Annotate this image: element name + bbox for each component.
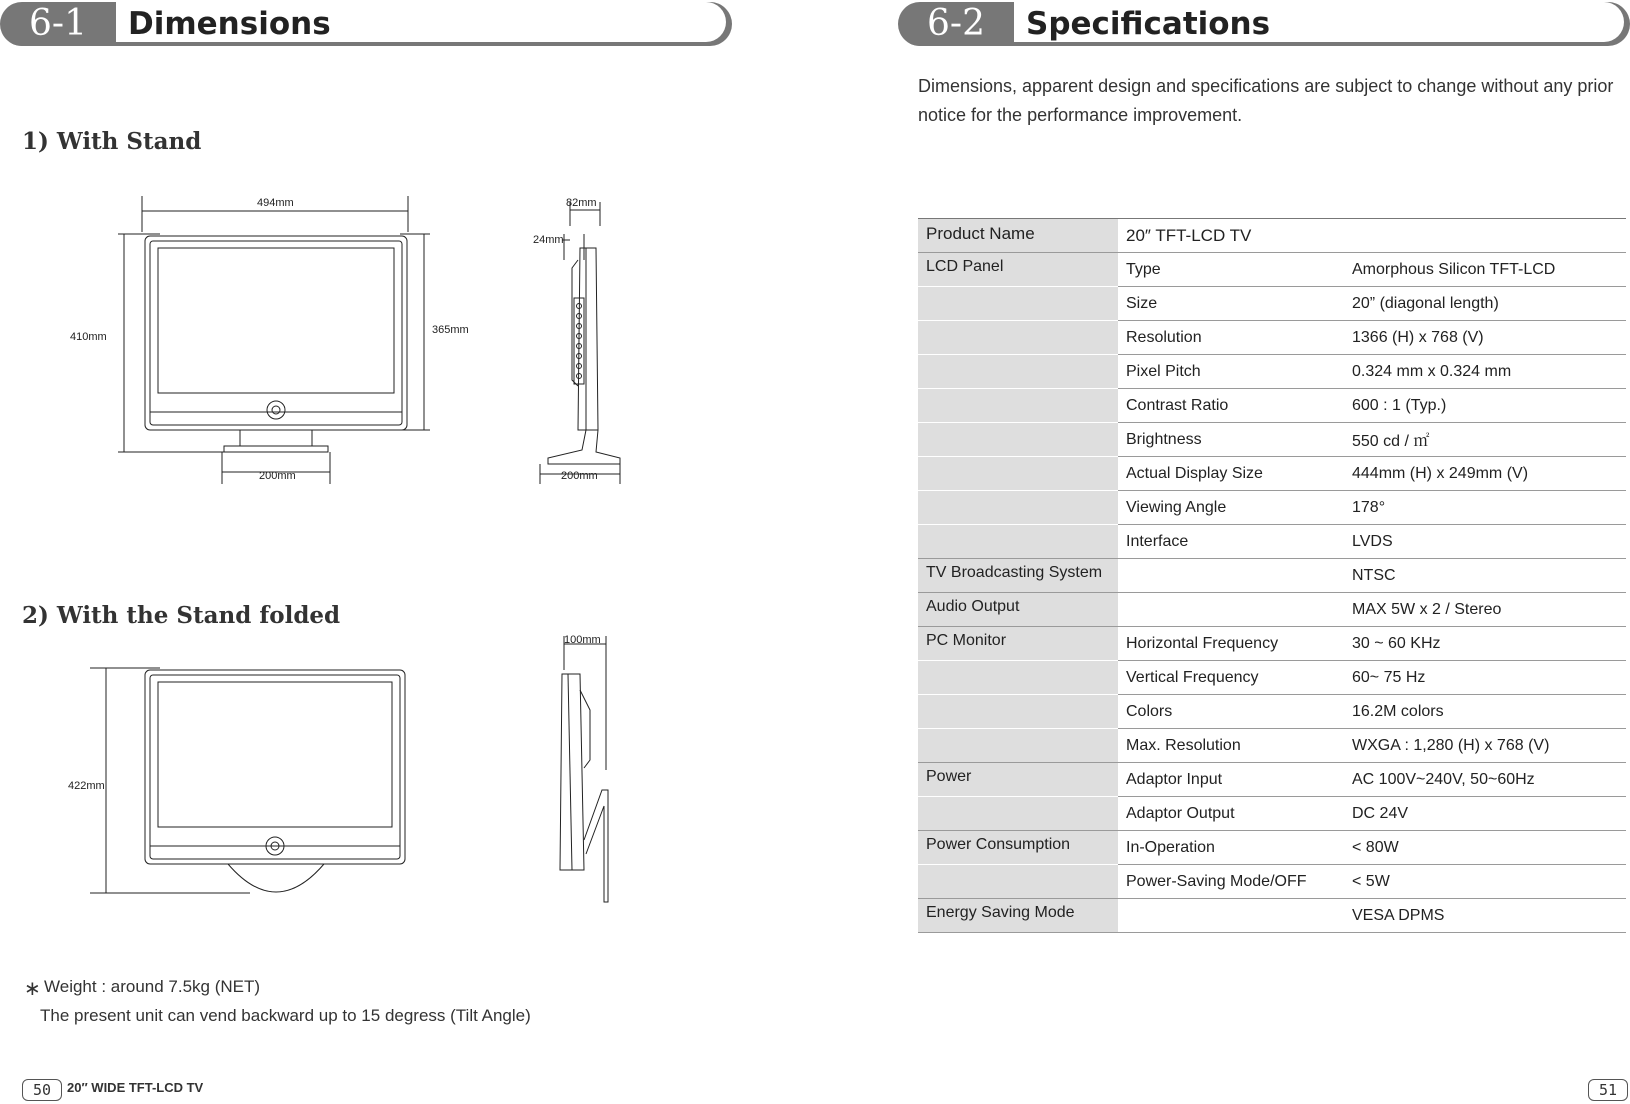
spec-item: Pixel Pitch <box>1118 355 1344 389</box>
section-number: 6-1 <box>0 2 116 46</box>
spec-item: Contrast Ratio <box>1118 389 1344 423</box>
spec-value: 30 ~ 60 KHz <box>1344 627 1626 661</box>
spec-category <box>918 525 1118 559</box>
spec-value: VESA DPMS <box>1344 899 1626 933</box>
spec-value: MAX 5W x 2 / Stereo <box>1344 593 1626 627</box>
spec-value: 20” (diagonal length) <box>1344 287 1626 321</box>
spec-value: DC 24V <box>1344 797 1626 831</box>
spec-value: 0.324 mm x 0.324 mm <box>1344 355 1626 389</box>
spec-item: Type <box>1118 253 1344 287</box>
spec-category <box>918 355 1118 389</box>
spec-value: 16.2M colors <box>1344 695 1626 729</box>
spec-category <box>918 661 1118 695</box>
spec-value: < 80W <box>1344 831 1626 865</box>
spec-value: AC 100V~240V, 50~60Hz <box>1344 763 1626 797</box>
spec-category <box>918 695 1118 729</box>
spec-category: Power <box>918 763 1118 797</box>
spec-row <box>918 627 1626 661</box>
page-number-left: 50 <box>22 1079 62 1101</box>
spec-item: Max. Resolution <box>1118 729 1344 763</box>
section-title: Specifications <box>1026 6 1271 42</box>
spec-category <box>918 321 1118 355</box>
spec-row <box>918 423 1626 457</box>
subhead-stand-folded: 2) With the Stand folded <box>22 602 341 629</box>
spec-category <box>918 389 1118 423</box>
spec-row <box>918 525 1626 559</box>
spec-product-name: 20″ TFT-LCD TV <box>1118 219 1626 253</box>
spec-item: Actual Display Size <box>1118 457 1344 491</box>
spec-row <box>918 695 1626 729</box>
spec-category <box>918 797 1118 831</box>
spec-category <box>918 457 1118 491</box>
spec-value: LVDS <box>1344 525 1626 559</box>
dim-depth-panel: 24mm <box>533 234 564 246</box>
section-title: Dimensions <box>128 6 331 42</box>
spec-category: Product Name <box>918 219 1118 253</box>
subhead-with-stand: 1) With Stand <box>22 128 202 155</box>
spec-value: < 5W <box>1344 865 1626 899</box>
dim-width: 494mm <box>257 197 294 209</box>
spec-category <box>918 729 1118 763</box>
spec-category: Energy Saving Mode <box>918 899 1118 933</box>
page-number-right: 51 <box>1588 1079 1628 1101</box>
spec-category <box>918 865 1118 899</box>
spec-item <box>1118 559 1344 593</box>
spec-row <box>918 729 1626 763</box>
dim-folded-depth: 100mm <box>564 634 601 646</box>
spec-row <box>918 831 1626 865</box>
dim-depth-top: 82mm <box>566 197 597 209</box>
spec-value: 550 cd / ㎡ <box>1344 423 1626 457</box>
spec-category: Power Consumption <box>918 831 1118 865</box>
dim-height-screen: 365mm <box>432 324 469 336</box>
spec-item <box>1118 593 1344 627</box>
dim-base-front: 200mm <box>259 470 296 482</box>
spec-value: 178° <box>1344 491 1626 525</box>
spec-item: Interface <box>1118 525 1344 559</box>
spec-category: PC Monitor <box>918 627 1118 661</box>
spec-row <box>918 219 1626 253</box>
dim-height-total: 410mm <box>70 331 107 343</box>
spec-item: Vertical Frequency <box>1118 661 1344 695</box>
spec-value: 600 : 1 (Typ.) <box>1344 389 1626 423</box>
spec-value: WXGA : 1,280 (H) x 768 (V) <box>1344 729 1626 763</box>
spec-row <box>918 389 1626 423</box>
spec-row <box>918 287 1626 321</box>
spec-row <box>918 559 1626 593</box>
spec-row <box>918 321 1626 355</box>
note-tilt: The present unit can vend backward up to 15 degress (Tilt Angle) <box>40 1006 531 1025</box>
spec-category: Audio Output <box>918 593 1118 627</box>
spec-row <box>918 763 1626 797</box>
spec-category: LCD Panel <box>918 253 1118 287</box>
spec-item: Size <box>1118 287 1344 321</box>
spec-item: Resolution <box>1118 321 1344 355</box>
spec-value: 444mm (H) x 249mm (V) <box>1344 457 1626 491</box>
spec-row <box>918 899 1626 933</box>
side-view-folded-drawing <box>550 630 630 910</box>
spec-item: Adaptor Input <box>1118 763 1344 797</box>
note-weight: Weight : around 7.5kg (NET) <box>44 977 261 996</box>
spec-item <box>1118 899 1344 933</box>
spec-table <box>918 218 1626 933</box>
spec-value: Amorphous Silicon TFT-LCD <box>1344 253 1626 287</box>
spec-row <box>918 491 1626 525</box>
spec-item: Viewing Angle <box>1118 491 1344 525</box>
spec-item: Adaptor Output <box>1118 797 1344 831</box>
section-number: 6-2 <box>898 2 1014 46</box>
dim-base-side: 200mm <box>561 470 598 482</box>
spec-row <box>918 593 1626 627</box>
spec-item: Power-Saving Mode/OFF <box>1118 865 1344 899</box>
spec-item: Horizontal Frequency <box>1118 627 1344 661</box>
spec-category: TV Broadcasting System <box>918 559 1118 593</box>
spec-row <box>918 457 1626 491</box>
spec-value: NTSC <box>1344 559 1626 593</box>
section-header-specifications <box>898 2 1630 46</box>
spec-item: In-Operation <box>1118 831 1344 865</box>
note-asterisk: ∗ <box>24 978 41 1000</box>
spec-category <box>918 287 1118 321</box>
spec-row <box>918 865 1626 899</box>
spec-item: Brightness <box>1118 423 1344 457</box>
spec-category <box>918 423 1118 457</box>
spec-value: 60~ 75 Hz <box>1344 661 1626 695</box>
dim-folded-height: 422mm <box>68 780 105 792</box>
spec-value: 1366 (H) x 768 (V) <box>1344 321 1626 355</box>
spec-row <box>918 253 1626 287</box>
spec-row <box>918 355 1626 389</box>
footer-title: 20″ WIDE TFT-LCD TV <box>67 1080 204 1095</box>
disclaimer-text: Dimensions, apparent design and specifications are subject to change without any prior notice for the performance improvement. <box>918 76 1614 125</box>
spec-row <box>918 661 1626 695</box>
spec-category <box>918 491 1118 525</box>
spec-item: Colors <box>1118 695 1344 729</box>
spec-row <box>918 797 1626 831</box>
